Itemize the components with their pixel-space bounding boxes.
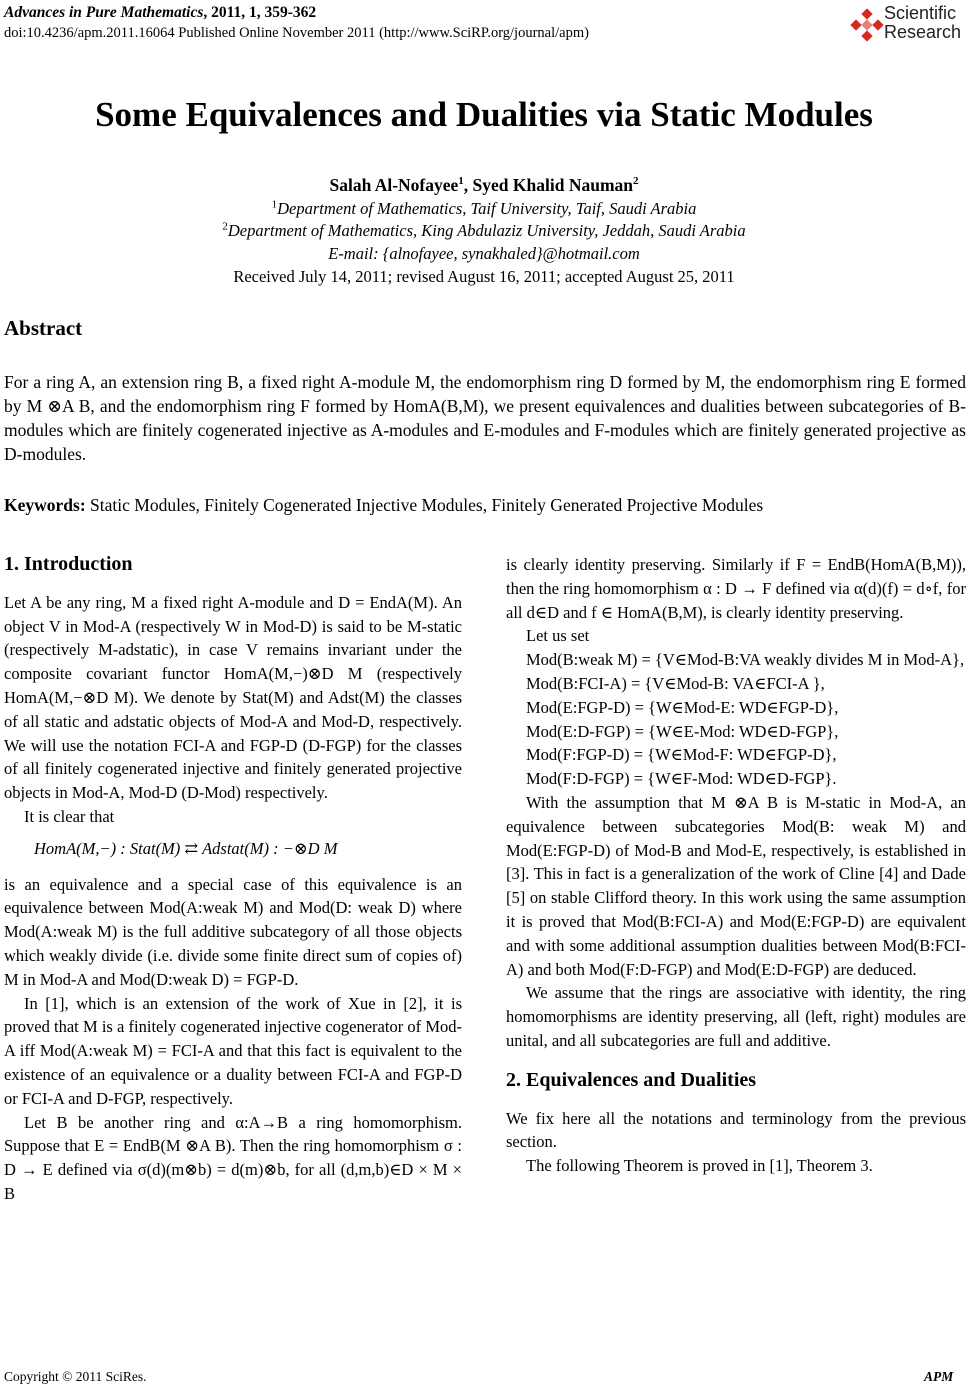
footer-copyright: Copyright © 2011 SciRes. xyxy=(4,1369,147,1384)
right-paragraph-2: Let us set xyxy=(526,626,590,646)
paper-title: Some Equivalences and Dualities via Static Modules xyxy=(95,95,873,134)
affiliation-2: $^2$Department of Mathematics, King Abdulaziz University, Jeddah, Saudi Arabia xyxy=(222,220,746,240)
intro-paragraph-1: Let A be any ring, M a fixed right A-module and D = EndA(M). An object V in Mod-A (respectively W in Mod-D) is said to be M-static (respectively M-adstatic), in case V remains invariant under the composite covariant functor HomA(M,−)⊗D M (respectively HomA(M,−⊗D M). We denote by Stat(M) and Adst(M) the classes of all static and adstatic objects of Mod-A and Mod-D, respectively. We will use the notation FCI-A and FGP-D (D-FGP) for the classes of all finitely cogenerated injective and finitely generated projective objects in Mod-A, Mod-D (D-Mod) respectively. xyxy=(4,592,462,803)
doi-line: doi:10.4236/apm.2011.16064 Published Online November 2011 (http://www.SciRP.org/journal/apm) xyxy=(4,25,589,41)
received-line: Received July 14, 2011; revised August 16, 2011; accepted August 25, 2011 xyxy=(233,267,735,286)
keywords-text: Static Modules, Finitely Cogenerated Injective Modules, Finitely Generated Projective Modules xyxy=(90,495,764,515)
left-column xyxy=(4,553,462,1206)
right-paragraph-1: is clearly identity preserving. Similarly if F = EndB(HomA(B,M)), then the ring homomorphism α : D → F defined via α(d)(f) = d∘f, for all d∈D and f ∈ HomA(B,M), is clearly identity preserving. xyxy=(506,555,966,622)
definition-line: Mod(F:D-FGP) = {W∈F-Mod: WD∈D-FGP}. xyxy=(526,769,837,789)
right-paragraph-5: We fix here all the notations and terminology from the previous section. xyxy=(506,1108,966,1152)
journal-header xyxy=(4,4,316,22)
right-paragraph-4: We assume that the rings are associative with identity, the ring homomorphisms are identity preserving, all (left, right) modules are unital, and all subcategories are full and additive. xyxy=(506,983,966,1050)
right-paragraph-3: With the assumption that M ⊗A B is M-static in Mod-A, an equivalence between subcategories Mod(B: weak M) and Mod(E:FGP-D) of Mod-B and Mod-E, respectively, is established in [3]. This in fact is a generalization of the work of Cline [4] and Dade [5] on stable Clifford theory. In this work using the same assumption it is proved that Mod(B:FCI-A) and Mod(E:FGP-D) are equivalent and with some additional assumption dualities between Mod(B:FCI-A) and both Mod(F:D-FGP) and Mod(E:D-FGP) are deduced. xyxy=(506,792,966,979)
section-1-heading: 1. Introduction xyxy=(4,553,133,575)
author-line: Salah Al-Nofayee$^1$, Syed Khalid Nauman$^2$ xyxy=(329,175,639,195)
definition-line: Mod(B:weak M) = {V∈Mod-B:VA weakly divides M in Mod-A}, xyxy=(526,650,965,670)
scirp-logo xyxy=(852,4,968,44)
abstract-heading: Abstract xyxy=(4,316,83,340)
definition-line: Mod(E:D-FGP) = {W∈E-Mod: WD∈D-FGP}, xyxy=(526,721,839,741)
logo-mark-icon xyxy=(852,10,882,40)
intro-paragraph-3: is an equivalence and a special case of this equivalence is an equivalence between Mod(A:weak M) and Mod(D: weak D) where Mod(A:weak M) is the full additive subcategory of all those objects which weakly divide (i.e. divide some finite direct sum of copies of) M in Mod-A and Mod(D:weak D) = FGP-D. xyxy=(4,874,462,989)
intro-paragraph-2: It is clear that xyxy=(24,806,115,826)
intro-paragraph-4: In [1], which is an extension of the work of Xue in [2], it is proved that M is a finitely cogenerated injective cogenerator of Mod-A iff Mod(A:weak M) = FCI-A and that this fact is equivalent to the existence of an equivalence or a duality between FCI-A and FGP-D or FCI-A and D-FGP, respectively. xyxy=(4,993,462,1108)
journal-volume: , 2011, 1, 359-362 xyxy=(203,4,317,21)
logo-text: Scientific Research xyxy=(884,3,962,42)
intro-paragraph-5: Let B be another ring and α:A→B a ring homomorphism. Suppose that E = EndB(M ⊗A B). Then the ring homomorphism σ : D → E defined via σ(d)(m⊗b) = d(m)⊗b, for all (d,m,b)∈D × M × B xyxy=(4,1112,462,1203)
abstract-text: For a ring A, an extension ring B, a fixed right A-module M, the endomorphism ring D formed by M, the endomorphism ring E formed by M ⊗A B, and the endomorphism ring F formed by HomA(B,M), we present equivalences and dualities between subcategories of B-modules which are finitely cogenerated injective as A-modules and E-modules and F-modules which are finitely generated projective as D-modules. xyxy=(4,372,966,464)
author-2: Syed Khalid Nauman xyxy=(472,175,634,195)
keywords-line xyxy=(4,495,763,516)
journal-name: Advances in Pure Mathematics xyxy=(4,4,204,21)
keywords-label: Keywords: xyxy=(4,495,86,515)
affiliation-1: $^1$Department of Mathematics, Taif University, Taif, Saudi Arabia xyxy=(271,198,697,218)
right-paragraph-6: The following Theorem is proved in [1], Theorem 3. xyxy=(526,1156,873,1176)
email-line: E-mail: {alnofayee, synakhaled}@hotmail.com xyxy=(328,244,640,263)
right-column xyxy=(506,553,966,1178)
definition-line: Mod(E:FGP-D) = {W∈Mod-E: WD∈FGP-D}, xyxy=(526,697,839,717)
definition-line: Mod(F:FGP-D) = {W∈Mod-F: WD∈FGP-D}, xyxy=(526,745,837,765)
section-2-heading: 2. Equivalences and Dualities xyxy=(506,1068,757,1091)
definition-line: Mod(B:FCI-A) = {V∈Mod-B: VA∈FCI-A }, xyxy=(526,673,825,693)
footer-journal-abbr: APM xyxy=(924,1369,954,1384)
equivalence-equation: HomA(M,−) : Stat(M) ⇄ Adstat(M) : −⊗D M xyxy=(34,838,338,858)
author-1: Salah Al-Nofayee xyxy=(329,175,459,195)
